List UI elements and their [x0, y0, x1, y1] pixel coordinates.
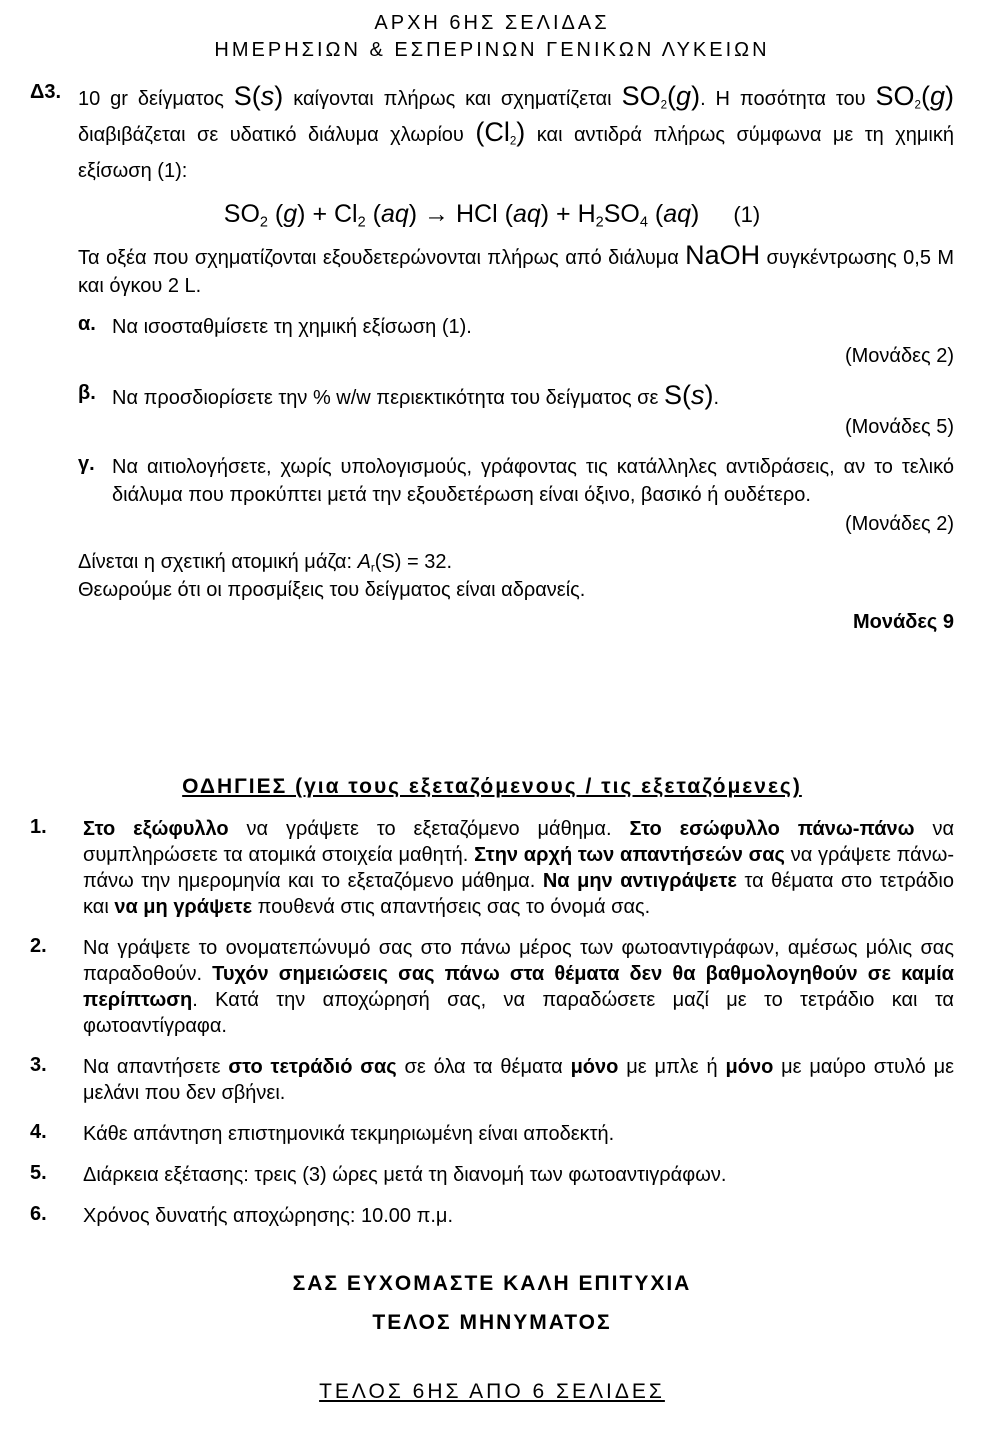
- instruction-item-5-text: Διάρκεια εξέτασης: τρεις (3) ώρες μετά τη διανομή των φωτοαντιγράφων.: [83, 1164, 727, 1186]
- page-header-line1: ΑΡΧΗ 6ΗΣ ΣΕΛΙΔΑΣ: [374, 12, 610, 34]
- instruction-item-6-number: 6.: [30, 1203, 47, 1225]
- question-paragraph-acids: Τα οξέα που σχηματίζονται εξουδετερώνονται πλήρως από διάλυμα NaOH συγκέντρωσης 0,5 M και όγκου 2 L.: [78, 240, 954, 297]
- instruction-item-6: [30, 1203, 954, 1229]
- instruction-item-1: [30, 816, 954, 920]
- instruction-item-3: [30, 1054, 954, 1106]
- instruction-item-1-number: 1.: [30, 816, 47, 838]
- instruction-item-3-text: Να απαντήσετε στο τετράδιό σας σε όλα τα θέματα μόνο με μπλε ή μόνο με μαύρο στυλό με μελάνι που δεν σβήνει.: [83, 1056, 955, 1104]
- instruction-item-2: [30, 935, 954, 1039]
- question-d3: [30, 81, 954, 189]
- question-label: Δ3.: [30, 81, 62, 103]
- instruction-item-4: [30, 1121, 954, 1147]
- end-of-message: ΤΕΛΟΣ ΜΗΝΥΜΑΤΟΣ: [372, 1311, 612, 1334]
- instruction-item-5: [30, 1162, 954, 1188]
- instructions-title: ΟΔΗΓΙΕΣ (για τους εξεταζόμενους / τις εξεταζόμενες): [182, 775, 802, 798]
- total-points: Μονάδες 9: [853, 611, 954, 633]
- subitem-alpha-points: (Μονάδες 2): [844, 345, 954, 367]
- subitem-gamma: [78, 453, 954, 509]
- instruction-item-2-number: 2.: [30, 935, 47, 957]
- good-luck-message: ΣΑΣ ΕΥΧΟΜΑΣΤΕ ΚΑΛΗ ΕΠΙΤΥΧΙΑ: [292, 1272, 692, 1295]
- instruction-item-6-text: Χρόνος δυνατής αποχώρησης: 10.00 π.μ.: [83, 1205, 454, 1227]
- chemical-equation: $SO_2$ $(g) + Cl_2$ (aq) → HCl $(aq) + H_2SO_4$ (aq) (1): [223, 200, 761, 231]
- subitem-gamma-points: (Μονάδες 2): [844, 513, 954, 535]
- subitem-gamma-text: Να αιτιολογήσετε, χωρίς υπολογισμούς, γράφοντας τις κατάλληλες αντιδράσεις, αν το τελικό διάλυμα που προκύπτει μετά την εξουδετέρωση είναι όξινο, βασικό ή ουδέτερο.: [112, 456, 954, 506]
- given-data: [78, 548, 954, 604]
- subitem-beta-label: β.: [78, 382, 96, 404]
- end-of-page: ΤΕΛΟΣ 6ΗΣ ΑΠΟ 6 ΣΕΛΙΔΕΣ: [319, 1380, 665, 1403]
- subitem-beta: [78, 382, 954, 412]
- instruction-item-3-number: 3.: [30, 1054, 47, 1076]
- subitem-gamma-label: γ.: [78, 453, 95, 475]
- instruction-item-4-text: Κάθε απάντηση επιστημονικά τεκμηριωμένη είναι αποδεκτή.: [83, 1123, 615, 1145]
- instruction-item-4-number: 4.: [30, 1121, 47, 1143]
- given-impurities-note: Θεωρούμε ότι οι προσμίξεις του δείγματος είναι αδρανείς.: [78, 579, 586, 601]
- instruction-item-2-text: Να γράψετε το ονοματεπώνυμό σας στο πάνω μέρος των φωτοαντιγράφων, αμέσως μόλις σας παραδοθούν. Τυχόν σημειώσεις σας πάνω στα θέματα δεν θα βαθμολογηθούν σε καμία περίπτωση. Κατά την αποχώρησή σας, να παραδώσετε μαζί με το τετράδιο και τα φωτοαντίγραφα.: [83, 937, 954, 1037]
- given-atomic-mass: Δίνεται η σχετική ατομική μάζα: $A_r(S) = 32$.: [78, 551, 453, 575]
- subitem-alpha-label: α.: [78, 313, 96, 335]
- subitem-alpha-text: Να ισοσταθμίσετε τη χημική εξίσωση (1).: [112, 316, 472, 338]
- subitem-beta-text: Να προσδιορίσετε την % w/w περιεκτικότητα του δείγματος σε S(s).: [112, 380, 720, 410]
- subitem-alpha: [78, 313, 954, 341]
- instruction-item-5-number: 5.: [30, 1162, 47, 1184]
- subitem-beta-points: (Μονάδες 5): [844, 416, 954, 438]
- question-intro: 10 gr δείγματος S(s) καίγονται πλήρως και σχηματίζεται $SO_2(g)$. Η ποσότητα του $SO_2(g)$ διαβιβάζεται σε υδατικό διάλυμα χλωρίου $(Cl_2)$ και αντιδρά πλήρως σύμφωνα με τη χημική εξίσωση (1):: [78, 81, 955, 182]
- instruction-item-1-text: Στο εξώφυλλο να γράψετε το εξεταζόμενο μάθημα. Στο εσώφυλλο πάνω-πάνω να συμπληρώσετε τα ατομικά στοιχεία μαθητή. Στην αρχή των απαντήσεών σας να γράψετε πάνω-πάνω την ημερομηνία και το εξεταζόμενο μάθημα. Να μην αντιγράψετε τα θέματα στο τετράδιο και να μη γράψετε πουθενά στις απαντήσεις σας το όνομά σας.: [83, 818, 955, 918]
- page-header-line2: ΗΜΕΡΗΣΙΩΝ & ΕΣΠΕΡΙΝΩΝ ΓΕΝΙΚΩΝ ΛΥΚΕΙΩΝ: [214, 39, 770, 61]
